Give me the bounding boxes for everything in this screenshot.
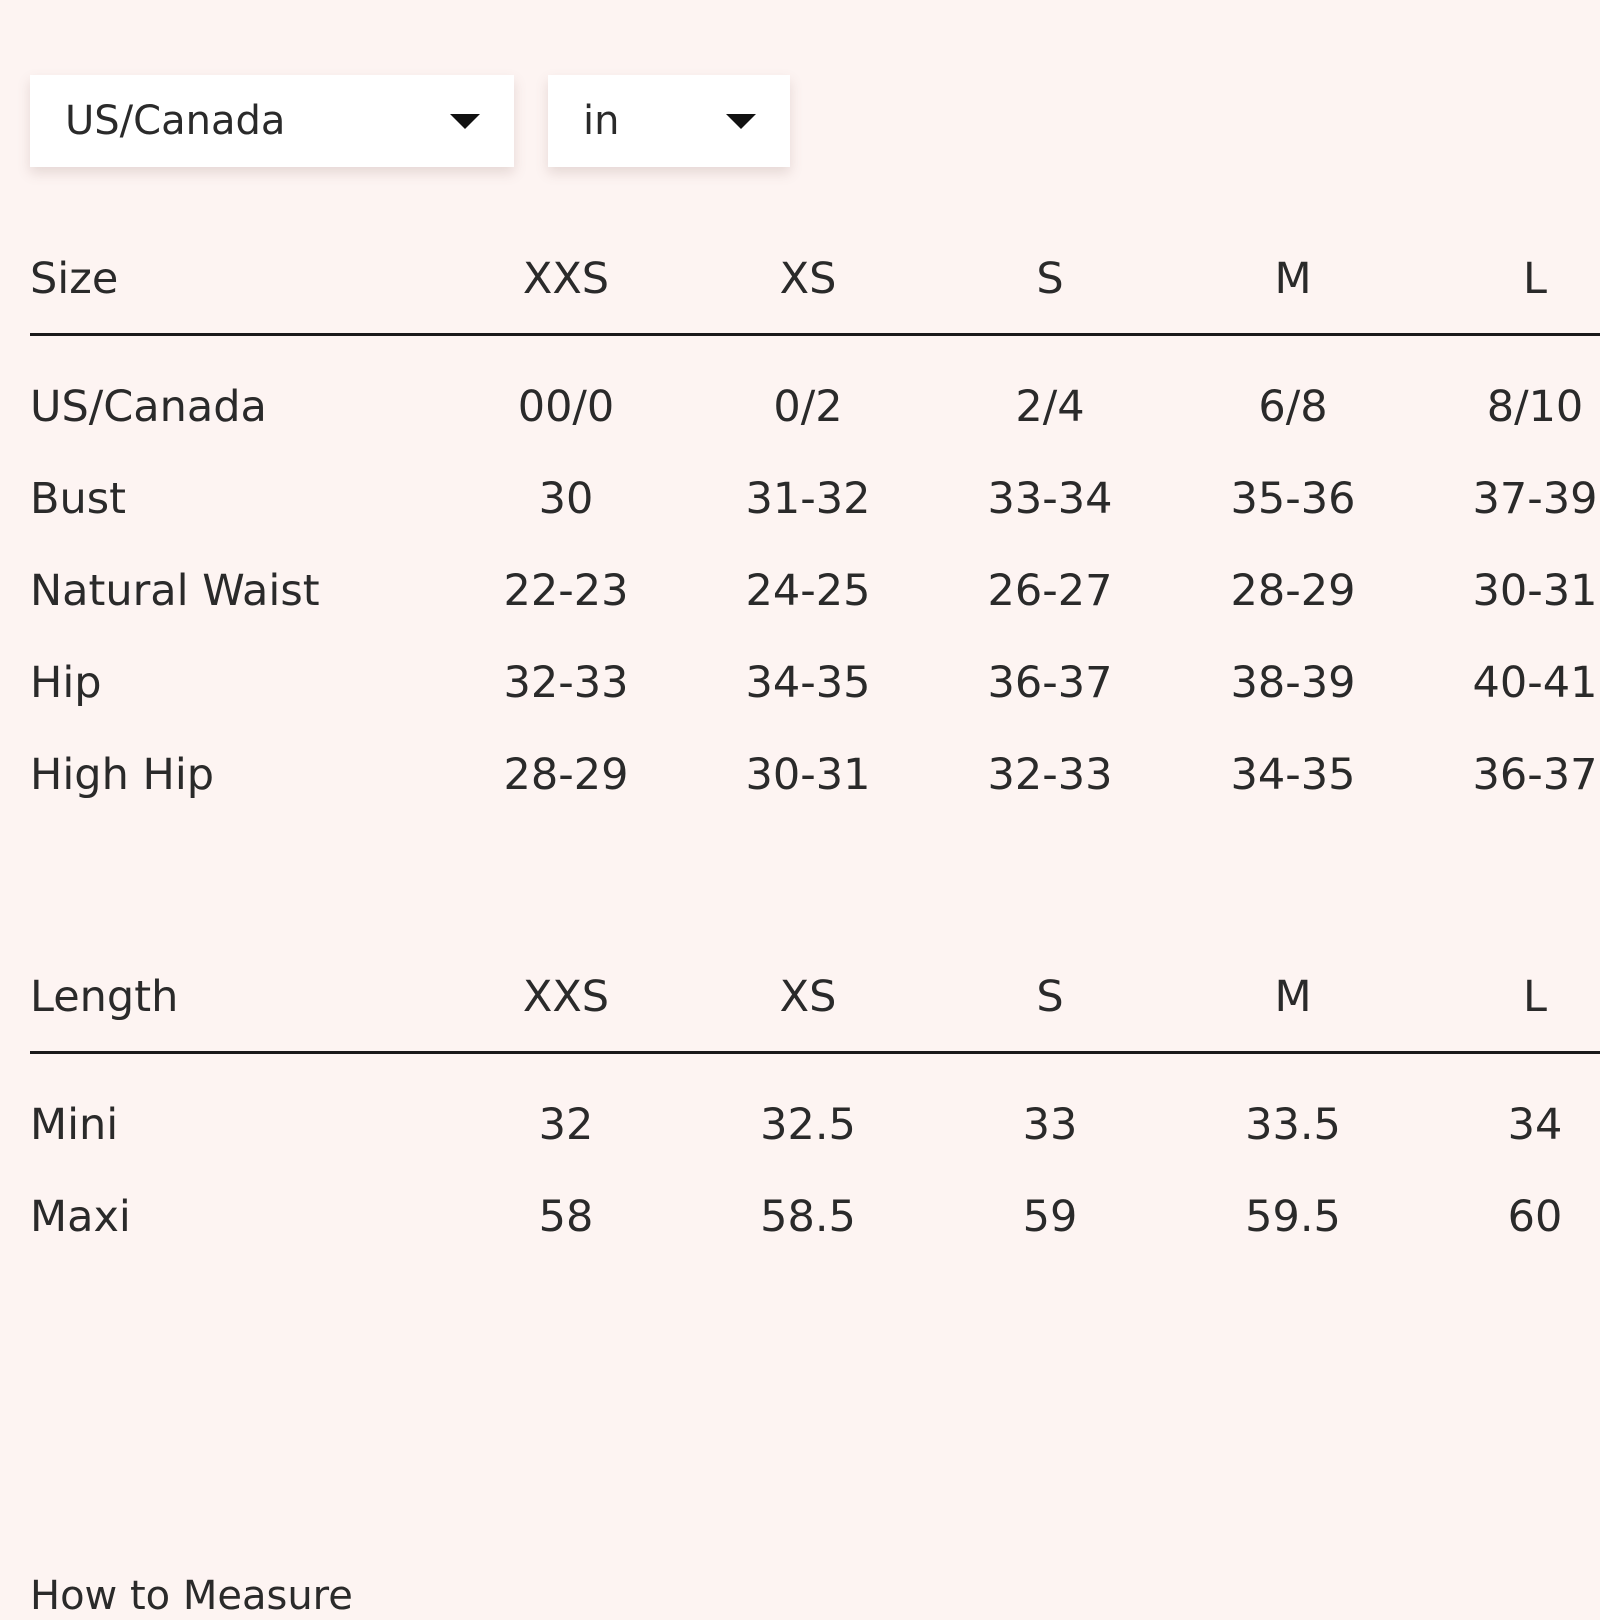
table-cell: 30-31 [745, 750, 871, 800]
table-cell: 35-36 [1230, 474, 1356, 524]
table-cell: 33 [1022, 1100, 1078, 1150]
table-cell: 33.5 [1245, 1100, 1341, 1150]
table-row-high-hip [30, 727, 1600, 819]
table-cell: 22-23 [503, 566, 629, 616]
table-cell: 6/8 [1258, 382, 1328, 432]
row-label: Natural Waist [30, 566, 320, 616]
size-table-header [30, 245, 1600, 336]
table-cell: 24-25 [745, 566, 871, 616]
table-cell: 38-39 [1230, 658, 1356, 708]
row-label: High Hip [30, 750, 215, 800]
table-row-maxi [30, 1169, 1600, 1261]
table-cell: 32 [538, 1100, 594, 1150]
table-cell: 32-33 [503, 658, 629, 708]
table-row-bust [30, 451, 1600, 543]
row-label: Maxi [30, 1192, 131, 1242]
table-row-natural-waist [30, 543, 1600, 635]
table-cell: 34 [1507, 1100, 1563, 1150]
row-label: Bust [30, 474, 127, 524]
table-cell: 28-29 [1230, 566, 1356, 616]
region-select[interactable] [30, 75, 514, 167]
table-cell: 33-34 [987, 474, 1113, 524]
chevron-down-icon [726, 114, 756, 129]
header-size-xxs: XXS [522, 972, 610, 1022]
header-size-l: L [1523, 972, 1547, 1022]
length-table-header [30, 963, 1600, 1054]
header-size-xs: XS [779, 254, 837, 304]
row-label: US/Canada [30, 382, 267, 432]
table-cell: 0/2 [773, 382, 843, 432]
table-cell: 31-32 [745, 474, 871, 524]
table-cell: 59 [1022, 1192, 1078, 1242]
row-label: Hip [30, 658, 102, 708]
table-cell: 58 [538, 1192, 594, 1242]
table-cell: 26-27 [987, 566, 1113, 616]
header-label-length: Length [30, 972, 179, 1022]
table-cell: 00/0 [517, 382, 615, 432]
header-label-size: Size [30, 254, 119, 304]
size-chart-table [30, 245, 1600, 819]
table-cell: 58.5 [760, 1192, 856, 1242]
header-size-l: L [1523, 254, 1547, 304]
header-size-s: S [1036, 254, 1064, 304]
how-to-measure-heading: How to Measure [30, 1573, 353, 1619]
unit-select[interactable] [548, 75, 790, 167]
header-size-m: M [1274, 254, 1312, 304]
length-chart-table [30, 963, 1600, 1261]
table-cell: 36-37 [987, 658, 1113, 708]
table-row-us-canada [30, 359, 1600, 451]
table-cell: 32-33 [987, 750, 1113, 800]
region-select-value: US/Canada [65, 98, 286, 144]
table-cell: 8/10 [1486, 382, 1584, 432]
unit-select-value: in [583, 98, 620, 144]
table-cell: 30 [538, 474, 594, 524]
table-cell: 32.5 [760, 1100, 856, 1150]
table-cell: 40-41 [1472, 658, 1598, 708]
table-cell: 34-35 [1230, 750, 1356, 800]
header-size-xs: XS [779, 972, 837, 1022]
table-cell: 28-29 [503, 750, 629, 800]
table-cell: 60 [1507, 1192, 1563, 1242]
table-cell: 34-35 [745, 658, 871, 708]
header-size-xxs: XXS [522, 254, 610, 304]
table-cell: 37-39 [1472, 474, 1598, 524]
chevron-down-icon [450, 114, 480, 129]
table-cell: 59.5 [1245, 1192, 1341, 1242]
row-label: Mini [30, 1100, 119, 1150]
table-cell: 2/4 [1015, 382, 1085, 432]
header-size-s: S [1036, 972, 1064, 1022]
table-row-mini [30, 1077, 1600, 1169]
table-cell: 36-37 [1472, 750, 1598, 800]
table-cell: 30-31 [1472, 566, 1598, 616]
table-row-hip [30, 635, 1600, 727]
header-size-m: M [1274, 972, 1312, 1022]
